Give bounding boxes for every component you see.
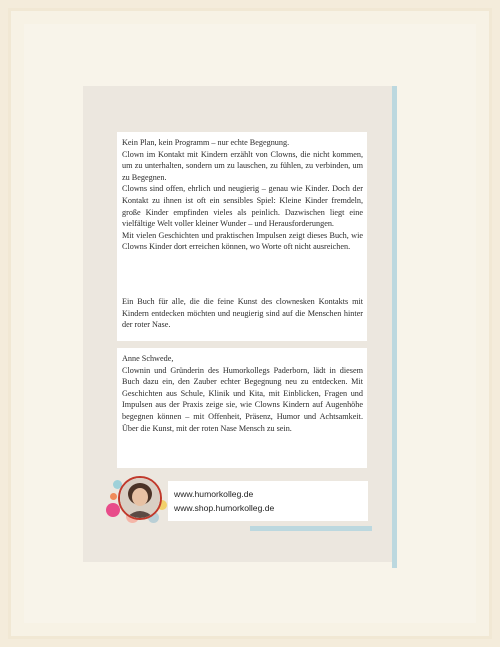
- portrait-image: [120, 478, 160, 518]
- decorative-dot: [106, 503, 120, 517]
- accent-bar-horizontal: [250, 526, 372, 531]
- description-line: Clowns sind offen, ehrlich und neugierig – genau wie Kinder. Doch der Kontakt zu ihnen ist oft ein sensibles Spiel: Kleine Kinder fremdeln, große Kinder empfinden vieles als peinlich. Dazwischen liegt eine vielfältige Welt voller kleiner Wunder – und Herausforderungen.: [122, 184, 363, 229]
- description-line: Clown im Kontakt mit Kindern erzählt von Clowns, die nicht kommen, um zu unterhalten, sondern um zu lauschen, zu fühlen, zu verbinden, um zu Begegnen.: [122, 149, 363, 182]
- website-link[interactable]: www.humorkolleg.de: [174, 489, 254, 499]
- description-line: Mit vielen Geschichten und praktischen Impulsen zeigt dieses Buch, wie Clowns Kinder dort erreichen können, wo Worte oft nicht ausreichen.: [122, 230, 363, 252]
- author-name: Anne Schwede,: [122, 354, 174, 363]
- author-bio: Clownin und Gründerin des Humorkollegs Paderborn, lädt in diesem Buch dazu ein, den Zauber echter Begegnung neu zu entdecken. Mit Geschichten aus Schule, Klinik und Kita, mit Einblicken, Fragen und Impulsen aus der Praxis zeige sie, wie Clowns Kindern auf Augenhöhe begegnen können – mit Offenheit, Präsenz, Humor und Achtsamkeit. Über die Kunst, mit der roten Nase Mensch zu sein.: [122, 365, 363, 433]
- author-text: [122, 353, 363, 434]
- audience-paragraph: Ein Buch für alle, die die feine Kunst des clownesken Kontakts mit Kindern entdecken möchten und neugierig sind auf die Menschen hinter der roter Nase.: [122, 297, 363, 330]
- shop-link[interactable]: www.shop.humorkolleg.de: [174, 503, 275, 513]
- author-portrait: [118, 476, 162, 520]
- links: [174, 487, 274, 515]
- description-text: [122, 137, 363, 253]
- description-line: Kein Plan, kein Programm – nur echte Begegnung.: [122, 138, 290, 147]
- audience-text: [122, 296, 363, 331]
- accent-bar-vertical: [392, 86, 397, 568]
- decorative-dot: [110, 493, 117, 500]
